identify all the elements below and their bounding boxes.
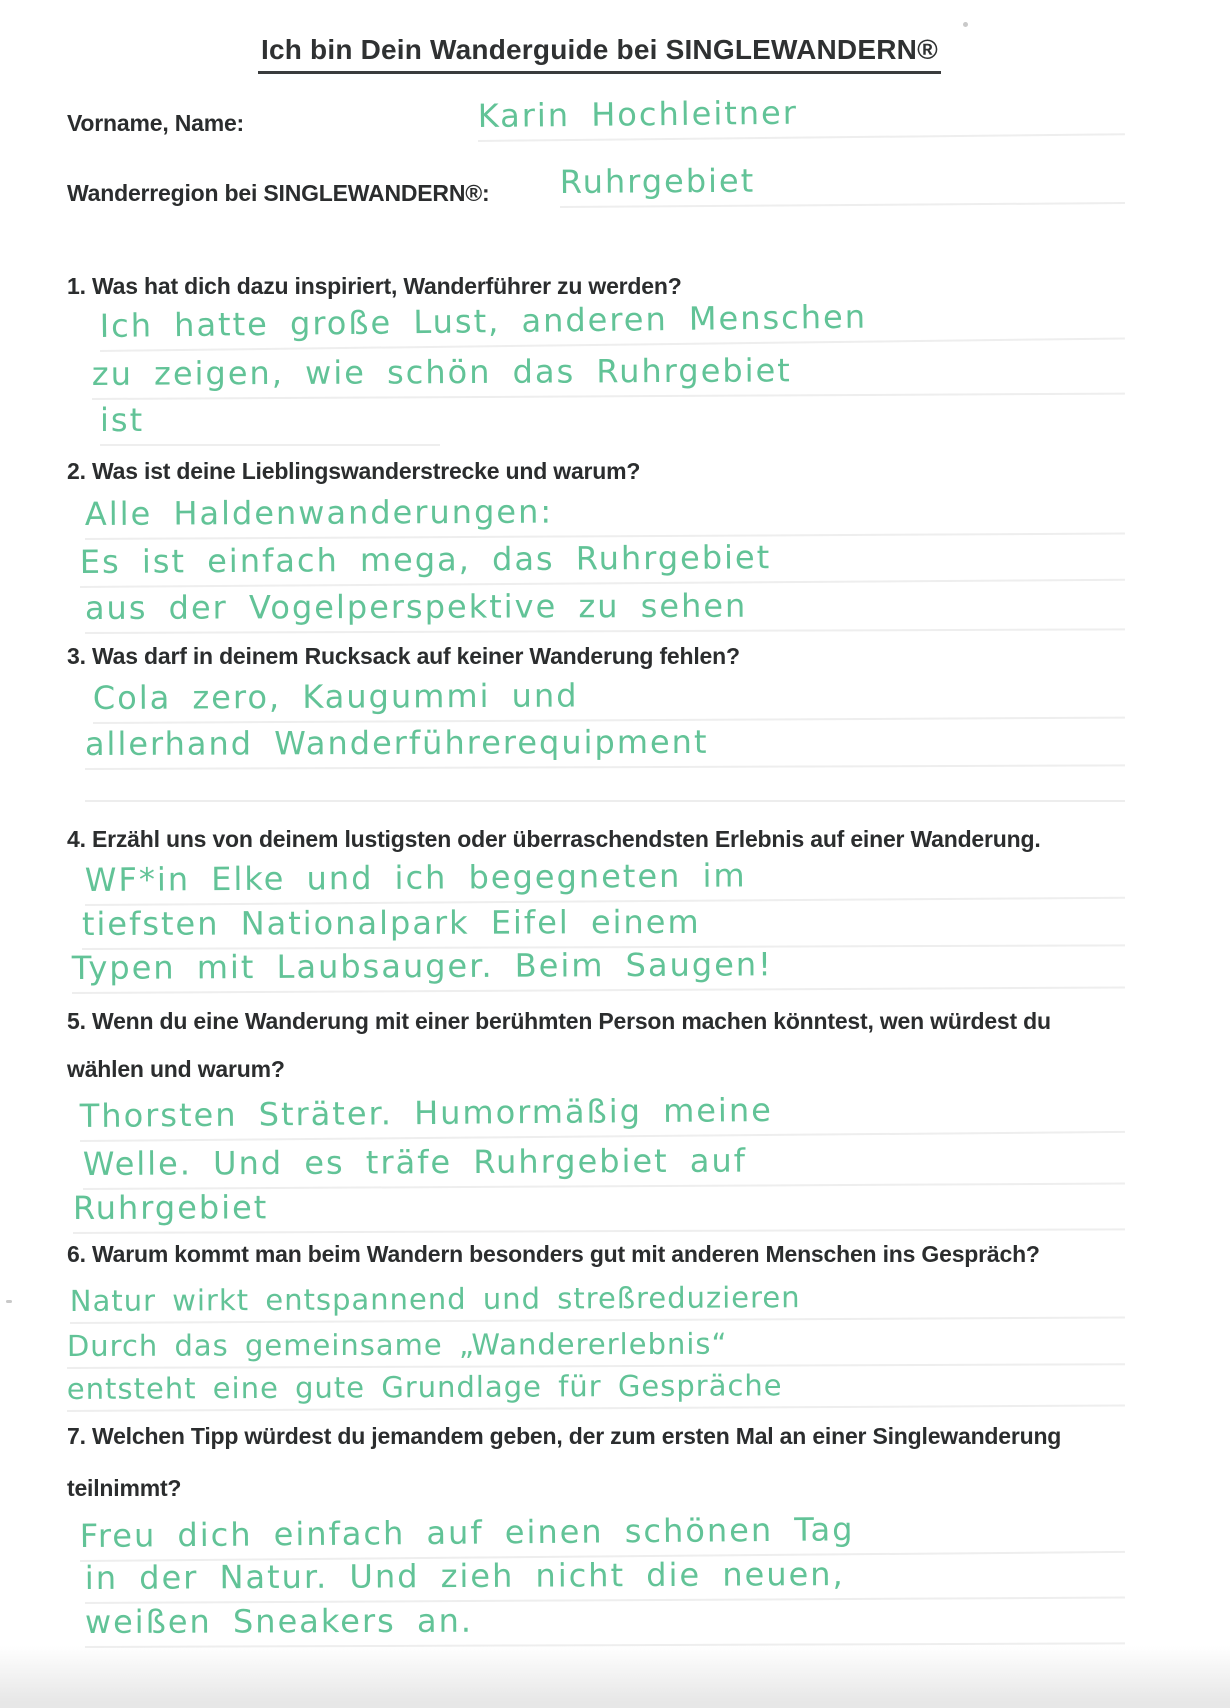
answer-5-line-2: Welle. Und es träfe Ruhrgebiet auf [83, 1141, 1125, 1190]
question-1: 1. Was hat dich dazu inspiriert, Wanderführer zu werden? [67, 273, 682, 299]
answer-6-line-1: Natur wirkt entspannend und streßreduzieren [70, 1278, 1125, 1324]
answer-2-line-1: Alle Haldenwanderungen: [85, 491, 1125, 540]
page-title [258, 34, 941, 74]
answer-5-line-3: Ruhrgebiet [73, 1186, 1125, 1233]
field-label-region: Wanderregion bei SINGLEWANDERN®: [67, 180, 490, 206]
answer-1-line-2: zu zeigen, wie schön das Ruhrgebiet [92, 351, 1125, 400]
scan-speck [6, 1300, 12, 1303]
answer-7-line-2: in der Natur. Und zieh nicht die neuen, [85, 1555, 1125, 1604]
page-title-text: Ich bin Dein Wanderguide bei SINGLEWANDERN® [258, 34, 941, 74]
answer-3-line-2: allerhand Wanderführerequipment [85, 722, 1125, 769]
scan-speck [963, 22, 968, 27]
answer-1-line-3: ist [100, 402, 440, 446]
answer-4-line-1: WF*in Elke und ich begegneten im [85, 855, 1125, 906]
field-label-name: Vorname, Name: [67, 110, 244, 136]
scan-bottom-shadow [0, 1646, 1230, 1708]
field-value-region-handwritten: Ruhrgebiet [560, 160, 1125, 208]
question-5-line-2: wählen und warum? [67, 1056, 285, 1082]
question-5-line-1: 5. Wenn du eine Wanderung mit einer berühmten Person machen könntest, wen würdest du [67, 1008, 1051, 1034]
question-7-line-1: 7. Welchen Tipp würdest du jemandem geben, der zum ersten Mal an einer Singlewanderung [67, 1423, 1062, 1449]
question-4: 4. Erzähl uns von deinem lustigsten oder überraschendsten Erlebnis auf einer Wanderung. [67, 826, 1041, 852]
answer-4-line-3: Typen mit Laubsauger. Beim Saugen! [72, 944, 1125, 993]
answer-6-line-2: Durch das gemeinsame „Wandererlebnis“ [67, 1325, 1125, 1369]
answer-7-line-3: weißen Sneakers an. [85, 1600, 1125, 1647]
empty-ruled-line [85, 800, 1125, 802]
question-7-line-2: teilnimmt? [67, 1475, 182, 1501]
answer-7-line-1: Freu dich einfach auf einen schönen Tag [80, 1509, 1125, 1562]
answer-2-line-3: aus der Vogelperspektive zu sehen [85, 586, 1125, 633]
question-2: 2. Was ist deine Lieblingswanderstrecke und warum? [67, 458, 641, 484]
field-value-name-handwritten: Karin Hochleitner [478, 91, 1125, 142]
answer-2-line-2: Es ist einfach mega, das Ruhrgebiet [80, 537, 1125, 588]
question-6: 6. Warum kommt man beim Wandern besonders gut mit anderen Menschen ins Gespräch? [67, 1241, 1040, 1267]
answer-5-line-1: Thorsten Sträter. Humormäßig meine [80, 1089, 1125, 1142]
question-3: 3. Was darf in deinem Rucksack auf keiner Wanderung fehlen? [67, 643, 740, 669]
answer-3-line-1: Cola zero, Kaugummi und [93, 675, 1125, 724]
answer-1-line-1: Ich hatte große Lust, anderen Menschen [99, 295, 1124, 351]
answer-6-line-3: entsteht eine gute Grundlage für Gespräche [67, 1366, 1125, 1412]
answer-4-line-2: tiefsten Nationalpark Eifel einem [82, 902, 1125, 949]
